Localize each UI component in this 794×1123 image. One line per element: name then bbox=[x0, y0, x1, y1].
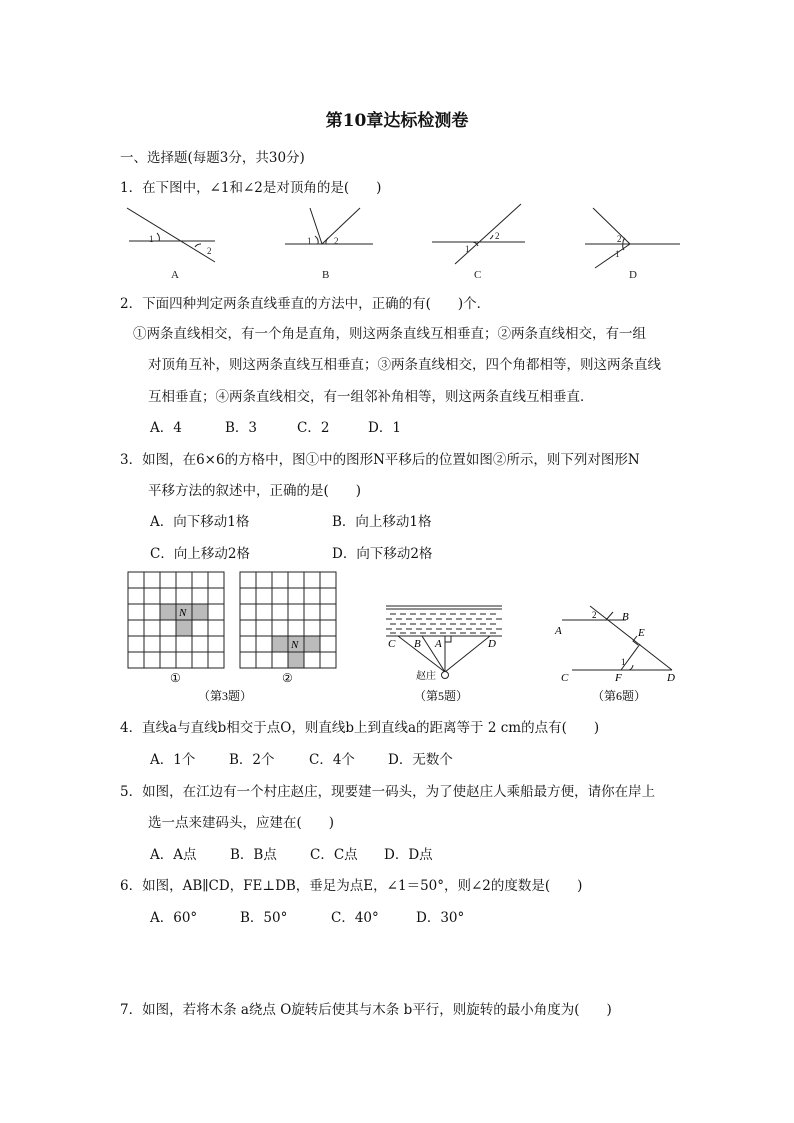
q1-c-angle-1: 1 bbox=[465, 244, 470, 254]
question-3-option-a: A．向下移动1格 bbox=[150, 514, 250, 530]
q5-point-b: B bbox=[414, 638, 421, 650]
q6-point-e: E bbox=[638, 627, 645, 639]
question-3-stem-2: 平移方法的叙述中，正确的是( ) bbox=[148, 483, 362, 499]
question-2-option-d: D．1 bbox=[368, 420, 401, 436]
q6-point-f: F bbox=[615, 672, 622, 684]
q6-point-a: A bbox=[555, 625, 562, 637]
grid-figure-2 bbox=[240, 572, 336, 668]
question-7-stem: 7．如图，若将木条 a绕点 O旋转后使其与木条 b平行，则旋转的最小角度为( ) bbox=[120, 1002, 612, 1018]
caption-q6: （第6题） bbox=[592, 689, 647, 703]
q1-label-b: B bbox=[322, 269, 330, 281]
question-3-option-d: D．向下移动2格 bbox=[332, 546, 433, 562]
q6-angle-1: 1 bbox=[621, 657, 626, 667]
question-5-stem-2: 选一点来建码头，应建在( ) bbox=[148, 815, 335, 831]
question-4-option-c: C．4个 bbox=[309, 752, 355, 768]
q5-point-a: A bbox=[435, 638, 442, 650]
page-title: 第10章达标检测卷 bbox=[325, 111, 469, 131]
question-6-option-a: A．60° bbox=[150, 910, 198, 926]
q1-a-angle-2: 2 bbox=[207, 246, 212, 256]
question-6-option-d: D．30° bbox=[416, 910, 465, 926]
q1-label-d: D bbox=[629, 269, 637, 281]
question-1-figures bbox=[115, 200, 695, 285]
question-5-option-a: A．A点 bbox=[150, 847, 197, 863]
question-5-option-c: C．C点 bbox=[310, 847, 358, 863]
q1-a-line-2 bbox=[127, 208, 215, 262]
grid1-caption: ① bbox=[170, 671, 181, 685]
question-4-option-d: D．无数个 bbox=[388, 752, 453, 768]
q1-c-angle-2: 2 bbox=[495, 231, 500, 241]
question-6-stem: 6．如图，AB∥CD，FE⊥DB，垂足为点E，∠1＝50°，则∠2的度数是( ) bbox=[120, 878, 583, 894]
q5-point-c: C bbox=[388, 638, 396, 650]
question-2-option-b: B．3 bbox=[225, 420, 258, 436]
question-3-option-c: C．向上移动2格 bbox=[150, 546, 250, 562]
caption-q5: （第5题） bbox=[414, 689, 469, 703]
question-2-option-c: C．2 bbox=[297, 420, 330, 436]
grid2-caption: ② bbox=[282, 671, 293, 685]
question-3-stem-1: 3．如图，在6×6的方格中，图①中的图形N平移后的位置如图②所示，则下列对图形N bbox=[120, 452, 640, 468]
question-2-text-line-2: 对顶角互补，则这两条直线互相垂直；③两条直线相交，四个角都相等，则这两条直线 bbox=[148, 357, 661, 373]
q1-c-line-2 bbox=[455, 204, 521, 264]
question-3-option-b: B．向上移动1格 bbox=[332, 514, 432, 530]
question-5-stem-1: 5．如图，在江边有一个村庄赵庄，现要建一码头，为了使赵庄人乘船最方便，请你在岸上 bbox=[120, 784, 656, 800]
question-4-option-b: B．2个 bbox=[229, 752, 275, 768]
question-4-option-a: A．1个 bbox=[150, 752, 196, 768]
grid-figure-1 bbox=[128, 572, 224, 668]
grid2-n-label: N bbox=[291, 639, 299, 651]
question-2-text-line-1: ①两条直线相交，有一个角是直角，则这两条直线互相垂直；②两条直线相交，有一组 bbox=[133, 326, 646, 342]
figures-row bbox=[120, 568, 690, 708]
q1-a-angle-1: 1 bbox=[149, 234, 154, 244]
q6-point-d: D bbox=[667, 672, 675, 684]
q6-point-b: B bbox=[622, 611, 629, 623]
section-heading: 一、选择题(每题3分，共30分) bbox=[120, 150, 305, 166]
q5-point-d: D bbox=[488, 638, 496, 650]
grid1-n-label: N bbox=[179, 607, 187, 619]
caption-q3: （第3题） bbox=[198, 689, 253, 703]
question-5-option-b: B．B点 bbox=[230, 847, 277, 863]
river-figure bbox=[386, 606, 502, 679]
parallel-lines-figure bbox=[562, 606, 672, 670]
question-1-stem: 1．在下图中，∠1和∠2是对顶角的是( ) bbox=[120, 180, 382, 196]
q1-d-angle-1: 1 bbox=[615, 249, 620, 259]
q6-angle-2: 2 bbox=[592, 610, 597, 620]
q1-d-line-3 bbox=[595, 244, 630, 268]
q1-label-a: A bbox=[171, 269, 179, 281]
q6-point-c: C bbox=[561, 672, 569, 684]
q1-b-angle-1: 1 bbox=[307, 236, 312, 246]
q5-village-label: 赵庄 bbox=[416, 671, 436, 682]
question-4-stem: 4．直线a与直线b相交于点O，则直线b上到直线a的距离等于 2 cm的点有( ) bbox=[120, 720, 600, 736]
q1-label-c: C bbox=[474, 269, 482, 281]
q1-b-line-2 bbox=[310, 208, 322, 244]
q1-d-angle-2: 2 bbox=[617, 234, 622, 244]
question-6-option-b: B．50° bbox=[240, 910, 288, 926]
question-5-option-d: D．D点 bbox=[384, 847, 433, 863]
question-2-text-line-3: 互相垂直；④两条直线相交，有一组邻补角相等，则这两条直线互相垂直． bbox=[148, 389, 594, 405]
question-6-option-c: C．40° bbox=[331, 910, 379, 926]
question-2-option-a: A．4 bbox=[150, 420, 182, 436]
question-2-stem: 2．下面四种判定两条直线垂直的方法中，正确的有( )个． bbox=[120, 296, 491, 312]
q1-b-angle-2: 2 bbox=[334, 236, 339, 246]
